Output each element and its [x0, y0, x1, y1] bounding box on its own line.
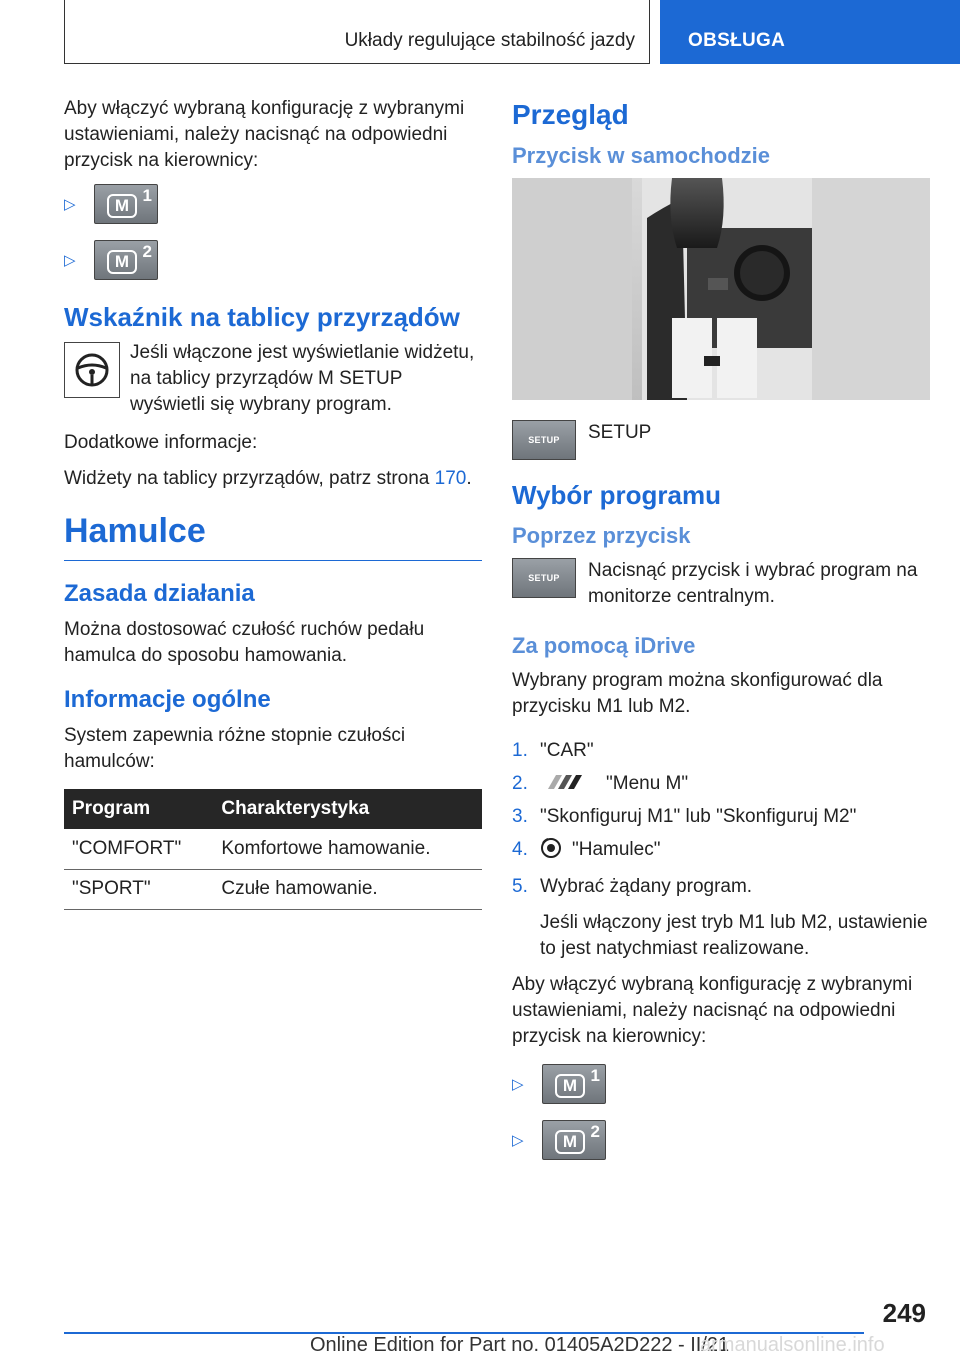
brake-disc-icon [540, 837, 562, 867]
page-link-170[interactable]: 170 [434, 468, 467, 489]
bullet-m2 [64, 240, 482, 280]
bullet-triangle-icon: ▷ [512, 1132, 524, 1149]
m2-button-icon: M 2 [542, 1120, 606, 1160]
header-section-label: OBSŁUGA [688, 30, 786, 51]
zasada-heading: Zasada działania [64, 580, 255, 607]
table-header-characteristic: Charakterystyka [213, 789, 482, 829]
idrive-steps [512, 738, 930, 900]
brake-programs-table [64, 789, 482, 910]
header-section-tab[interactable] [660, 0, 960, 64]
poprzez-text: Nacisnąć przycisk i wybrać program na monitorze centralnym. [588, 560, 918, 607]
steering-wheel-icon [64, 342, 120, 398]
informacje-heading: Informacje ogólne [64, 686, 271, 713]
bullet-triangle-icon: ▷ [64, 196, 76, 213]
zasada-text: Można dostosować czułość ruchów pedału hamulca do sposobu hamowania. [64, 619, 425, 666]
list-item: 3. "Skonfiguruj M1" lub "Skonfiguruj M2" [512, 806, 857, 827]
idrive-heading: Za pomocą iDrive [512, 633, 696, 658]
right-column [512, 96, 930, 1176]
table-header-row [64, 789, 482, 829]
poprzez-row [512, 558, 930, 610]
footer-watermark: armanualsonline.info [700, 1334, 885, 1356]
intro-text: Aby włączyć wybraną konfigurację z wybranymi ustawieniami, należy nacisnąć na odpowiedni przycisk na kierownicy: [64, 98, 465, 171]
table-cell: "COMFORT" [64, 829, 213, 869]
przycisk-heading: Przycisk w samochodzie [512, 143, 770, 168]
table-header-program: Program [64, 789, 213, 829]
footer-edition: Online Edition for Part no. 01405A2D222 - II/21 [310, 1334, 730, 1356]
table-cell: "SPORT" [64, 869, 213, 909]
bullet-triangle-icon: ▷ [512, 1076, 524, 1093]
idrive-text: Wybrany program można skonfigurować dla przycisku M1 lub M2. [512, 670, 883, 717]
bullet-m1 [512, 1064, 930, 1104]
wskaznik-heading: Wskaźnik na tablicy przyrządów [64, 302, 460, 332]
m1-button-icon: M 1 [542, 1064, 606, 1104]
wskaznik-text: Jeśli włączone jest wyświetlanie widżetu, na tablicy przyrządów M SETUP wyświetli się wybrany program. [130, 342, 475, 415]
m-stripes-icon [540, 771, 596, 797]
list-item: 1. "CAR" [512, 740, 594, 761]
list-item: 2. "Menu M" [512, 771, 930, 797]
header-title: Układy regulujące stabilność jazdy [344, 30, 635, 51]
m1-button-icon: M 1 [94, 184, 158, 224]
setup-row [512, 420, 930, 460]
widzety-reference: Widżety na tablicy przyrządów, patrz strona 170. [64, 468, 472, 489]
step5-extra: Jeśli włączony jest tryb M1 lub M2, ustawienie to jest natychmiast realizowane. [540, 912, 928, 959]
table-cell: Czułe hamowanie. [213, 869, 482, 909]
poprzez-heading: Poprzez przycisk [512, 523, 691, 548]
left-column [64, 96, 482, 910]
informacje-text: System zapewnia różne stopnie czułości hamulców: [64, 725, 406, 772]
center-console-photo [512, 178, 930, 400]
m2-button-icon: M 2 [94, 240, 158, 280]
table-row [64, 829, 482, 869]
dodatkowe-label: Dodatkowe informacje: [64, 432, 258, 453]
page-number: 249 [882, 1298, 926, 1328]
przeglad-heading: Przegląd [512, 99, 629, 130]
setup-button-icon: SETUP [512, 420, 576, 460]
list-item: 5. Wybrać żądany program. [512, 876, 753, 897]
table-row [64, 869, 482, 909]
outro-text: Aby włączyć wybraną konfigurację z wybranymi ustawieniami, należy nacisnąć na odpowiedni przycisk na kierownicy: [512, 974, 913, 1047]
bullet-triangle-icon: ▷ [64, 252, 76, 269]
table-cell: Komfortowe hamowanie. [213, 829, 482, 869]
bullet-m2 [512, 1120, 930, 1160]
setup-label: SETUP [588, 422, 652, 443]
chapter-title-hamulce: Hamulce [64, 510, 482, 561]
list-item: 4. "Hamulec" [512, 837, 930, 867]
bullet-m1 [64, 184, 482, 224]
header-frame [64, 0, 650, 64]
wskaznik-block [64, 340, 482, 418]
wybor-heading: Wybór programu [512, 480, 721, 510]
setup-button-icon: SETUP [512, 558, 576, 598]
